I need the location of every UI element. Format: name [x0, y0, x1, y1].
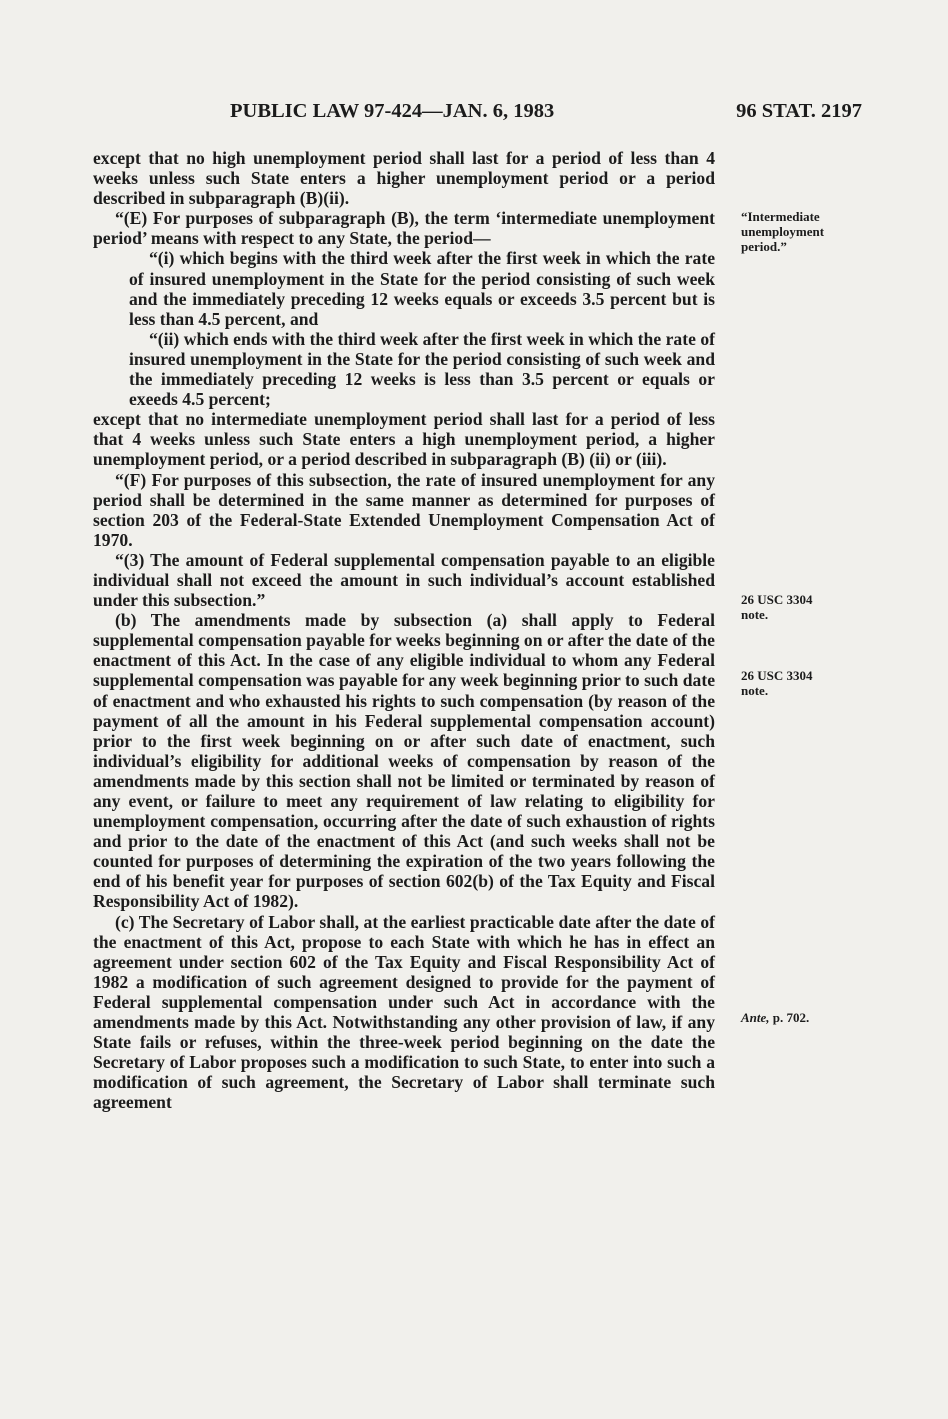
paragraph-e-exception: except that no intermediate unemployment period shall last for a period of less that 4 weeks unless such State enters a high unemployment period, a higher unemployment period, or a period described in subparagraph (B) (ii) or (iii).	[93, 409, 715, 470]
header-stat-page: 96 STAT. 2197	[736, 100, 862, 122]
page-header	[230, 100, 862, 134]
body-text	[93, 148, 715, 1113]
paragraph-e-ii: “(ii) which ends with the third week after the first week in which the rate of insured unemployment in the State for the period consisting of such week and the immediately preceding 12 weeks is less than 3.5 percent or equals or exeeds 4.5 percent;	[129, 328, 715, 410]
paragraph-e: “(E) For purposes of subparagraph (B), the term ‘intermediate unemployment period’ means with respect to any State, the period—	[93, 208, 715, 249]
paragraph-e-i: “(i) which begins with the third week after the first week in which the rate of insured unemployment in the State for the period consisting of such week and the immediately preceding 12 weeks equals or exceeds 3.5 percent but is less than 4.5 percent, and	[129, 248, 715, 329]
header-title: PUBLIC LAW 97-424—JAN. 6, 1983	[230, 100, 555, 122]
paragraph-b: (b) The amendments made by subsection (a) shall apply to Federal supplemental compensation payable for weeks beginning on or after the date of the enactment of this Act. In the case of any eligible individual to whom any Federal supplemental compensation was payable for any week beginning prior to such date of enactment and who exhausted his rights to such compensation (by reason of the payment of all the amount in his Federal supplemental compensation account) prior to the first week beginning on or after such date of enactment, such individual’s eligibility for additional weeks of compensation by reason of the amendments made by this section shall not be limited or terminated by reason of any event, or failure to meet any requirement of law relating to eligibility for unemployment compensation, occurring after the date of such exhaustion of rights and prior to the date of the enactment of this Act (and such weeks shall not be counted for purposes of determining the expiration of the two years following the end of his benefit year for purposes of section 602(b) of the Tax Equity and Fiscal Responsibility Act of 1982).	[93, 610, 715, 912]
margin-note-intermediate: “Intermediate unemployment period.”	[741, 209, 825, 254]
margin-note-usc-2: 26 USC 3304 note.	[741, 668, 813, 698]
paragraph-continuation: except that no high unemployment period shall last for a period of less than 4 weeks unless such State enters a higher unemployment period or a period described in subparagraph (B)(ii).	[93, 148, 715, 209]
paragraph-c: (c) The Secretary of Labor shall, at the earliest practicable date after the date of the enactment of this Act, propose to each State with which he has in effect an agreement under section 602 of the Tax Equity and Fiscal Responsibility Act of 1982 a modification of such agreement designed to provide for the payment of Federal supplemental compensation under such Act in accordance with the amendments made by this Act. Notwithstanding any other provision of law, if any State fails or refuses, within the three-week period beginning on the date the Secretary of Labor proposes such a modification to such State, to enter into such a modification of such agreement, the Secretary of Labor shall terminate such agreement	[93, 911, 715, 1113]
paragraph-3: “(3) The amount of Federal supplemental compensation payable to an eligible individual shall not exceed the amount in such individual’s account established under this subsection.”	[93, 549, 715, 611]
margin-note-usc-1: 26 USC 3304 note.	[741, 592, 813, 622]
paragraph-f: “(F) For purposes of this subsection, the rate of insured unemployment for any period shall be determined in the same manner as determined for purposes of section 203 of the Federal-State Extended Unemployment Compensation Act of 1970.	[93, 469, 715, 550]
ante-page: p. 702.	[772, 1010, 810, 1025]
margin-note-ante	[741, 1010, 841, 1025]
ante-label: Ante,	[741, 1010, 770, 1025]
